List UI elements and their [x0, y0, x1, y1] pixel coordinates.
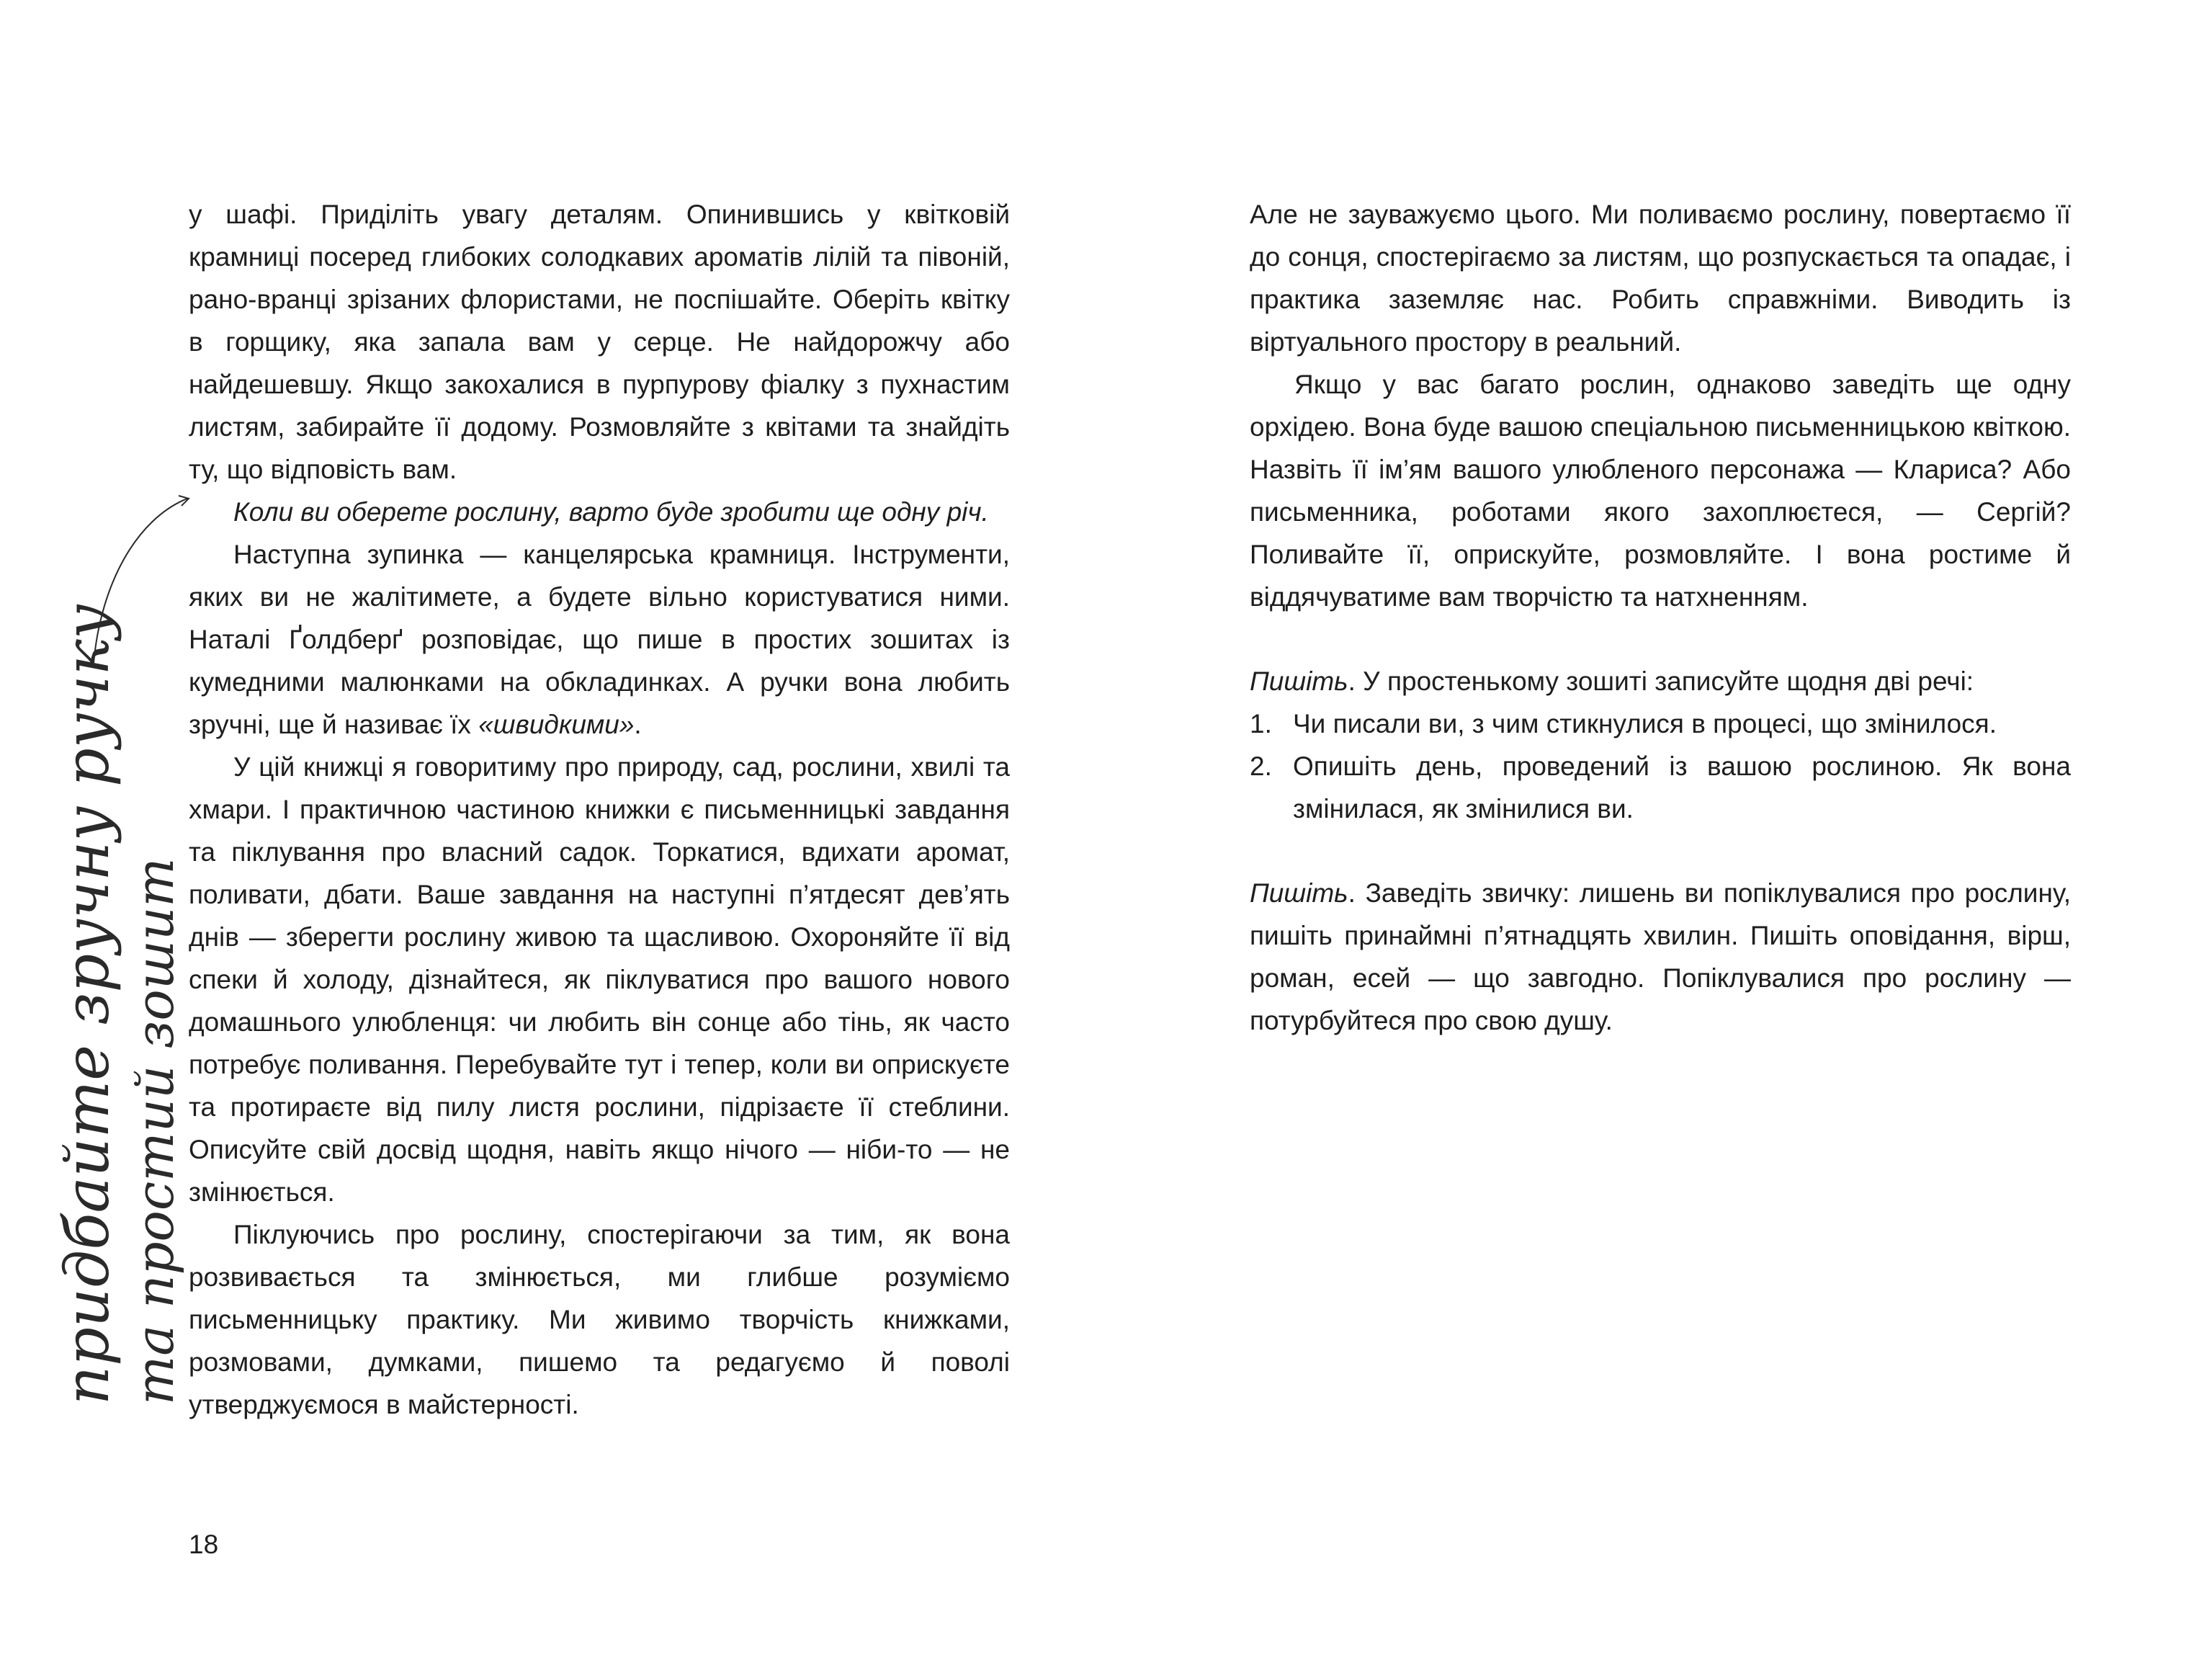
- spacer: [1250, 618, 2071, 660]
- right-text-column: [1250, 193, 2071, 1042]
- italic-paragraph: Коли ви оберете рослину, варто буде зробити ще одну річ.: [233, 497, 989, 527]
- exercise-text: . У простенькому зошиті записуйте щодня дві речі:: [1348, 666, 1974, 696]
- exercise-label: Пишіть: [1250, 878, 1348, 908]
- paragraph: У цій книжці я говоритиму про природу, сад, рослини, хвилі та хмари. І практичною частиною книжки є письменницькі завдання та піклування про власний садок. Торкатися, вдихати аромат, поливати, дбати. Ваше завдання на наступні п’ятдесят дев’ять днів — зберегти рослину живою та щасливою. Охороняйте її від спеки й холоду, дізнайтеся, як піклуватися про вашого нового домашнього улюбленця: чи любить він сонце або тінь, як часто потребує поливання. Перебувайте тут і тепер, коли ви оприскуєте та протираєте від пилу листя рослини, підрізаєте її стеблини. Описуйте свій досвід щодня, навіть якщо нічого — ніби-то — не змінюється.: [189, 752, 1010, 1207]
- handwritten-margin-note-drawing: [29, 476, 194, 1412]
- list-item-number: 1.: [1250, 709, 1272, 738]
- page-number: 18: [189, 1530, 219, 1559]
- paragraph-text: Наступна зупинка — канцелярська крамниця. Інструменти, яких ви не жалітимете, а будете вільно користуватися ними. Наталі Ґолдберґ розповідає, що пише в простих зошитах із кумедними малюнками на обкладинках. А ручки вона любить зручні, ще й називає їх: [189, 540, 1010, 739]
- exercise-list: [1250, 702, 2071, 830]
- paragraph: Піклуючись про рослину, спостерігаючи за тим, як вона розвивається та змінюється, ми глибше розуміємо письменницьку практику. Ми живимо творчість книжками, розмовами, думками, пишемо та редагуємо й поволі утверджуємося в майстерності.: [189, 1220, 1010, 1419]
- paragraph: [189, 533, 1010, 746]
- exercise-text: . Заведіть звичку: лишень ви попіклувалися про рослину, пишіть принаймні п’ятнадцять хвилин. Пишіть оповідання, вірш, роман, есей — що завгодно. Попіклувалися про рослину — потурбуйтеся про свою душу.: [1250, 878, 2071, 1035]
- exercise-label: Пишіть: [1250, 666, 1348, 696]
- paragraph: Якщо у вас багато рослин, однаково заведіть ще одну орхідею. Вона буде вашою спеціальною письменницькою квіткою. Назвіть її ім’ям вашого улюбленого персонажа — Клариса? Або письменника, роботами якого захоплюєтеся, — Сергій? Поливайте її, оприскуйте, розмовляйте. І вона ростиме й віддячуватиме вам творчістю та натхненням.: [1250, 370, 2071, 612]
- paragraph: Але не зауважуємо цього. Ми поливаємо рослину, повертаємо її до сонця, спостерігаємо за листям, що розпускається та опадає, і практика заземляє нас. Робить справжніми. Виводить із віртуального простору в реальний.: [1250, 200, 2071, 357]
- spacer: [1250, 830, 2071, 872]
- list-item-text: Чи писали ви, з чим стикнулися в процесі, що змінилося.: [1293, 709, 1997, 738]
- exercise-intro: [1250, 872, 2071, 1042]
- list-item-text: Опишіть день, проведений із вашою рослиною. Як вона змінилася, як змінилися ви.: [1293, 751, 2071, 824]
- margin-note-line-2: та простий зошит: [125, 857, 185, 1405]
- list-item-number: 2.: [1250, 751, 1272, 781]
- paragraph: у шафі. Приділіть увагу деталям. Опинившись у квітковій крамниці посеред глибоких солодкавих ароматів лілій та півоній, рано-вранці зрізаних флористами, не поспішайте. Оберіть квітку в горщику, яка запала вам у серце. Не найдорожчу або найдешевшу. Якщо закохалися в пурпурову фіалку з пухнастим листям, забирайте її додому. Розмовляйте з квітами та знайдіть ту, що відповість вам.: [189, 200, 1010, 484]
- exercise-intro: [1250, 660, 2071, 702]
- list-item: [1250, 702, 2071, 745]
- left-text-column: [189, 193, 1010, 1426]
- right-page: [1106, 0, 2212, 1660]
- paragraph-end: .: [634, 710, 642, 739]
- list-item: [1250, 745, 2071, 830]
- italic-term: «швидкими»: [478, 710, 635, 739]
- margin-note-line-1: придбайте зручну ручку: [52, 604, 122, 1405]
- handwritten-margin-note: [29, 476, 194, 1412]
